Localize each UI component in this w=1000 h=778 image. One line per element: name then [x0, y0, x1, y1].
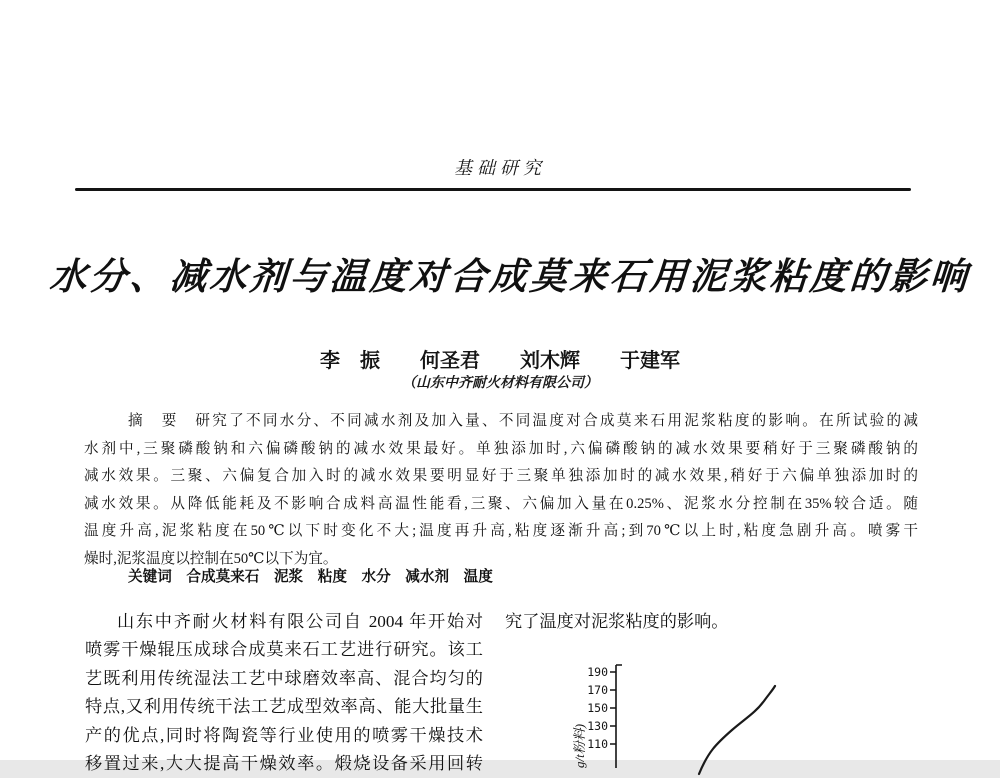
- y-tick-label: 130: [587, 719, 608, 733]
- abstract-line: 温度升高,泥浆粘度在50℃以下时变化不大;温度再升高,粘度逐渐升高;到70℃以上时,粘度急剧升高。喷雾干: [84, 523, 918, 539]
- body-line: 特点,又利用传统干法工艺成型效率高、能大批量生: [85, 697, 483, 717]
- figure-chart: [558, 650, 918, 768]
- y-axis-label: g/t粉料): [572, 723, 587, 768]
- body-line: 移置过来,大大提高干燥效率。煅烧设备采用回转: [85, 753, 483, 773]
- y-tick-label: 170: [587, 683, 608, 697]
- abstract-section: [84, 408, 918, 573]
- curve: [699, 686, 775, 774]
- paper-title: 水分、减水剂与温度对合成莫来石用泥浆粘度的影响: [48, 257, 972, 298]
- body-line: 产的优点,同时将陶瓷等行业使用的喷雾干燥技术: [85, 725, 483, 745]
- body-line: 喷雾干燥辊压成球合成莫来石工艺进行研究。该工: [85, 640, 483, 660]
- body-left-column: [85, 608, 483, 778]
- body-line: 究了温度对泥浆粘度的影响。: [505, 612, 729, 631]
- header-rule: [75, 188, 911, 191]
- body-line: 山东中齐耐火材料有限公司自 2004 年开始对: [117, 612, 483, 631]
- y-tick-label: 150: [587, 701, 608, 715]
- abstract-line: 减水效果。从降低能耗及不影响合成料高温性能看,三聚、六偏加入量在0.25%、泥浆水分控制在35%较合适。随: [84, 495, 918, 512]
- y-tick-label: 110: [587, 737, 608, 751]
- running-head: 基础研究: [454, 158, 546, 178]
- abstract-line: 减水效果。三聚、六偏复合加入时的减水效果要明显好于三聚单独添加时的减水效果,稍好于六偏单独添加时的: [84, 468, 918, 484]
- body-right-column: [505, 608, 917, 636]
- abstract-line: 摘 要 研究了不同水分、不同减水剂及加入量、不同温度对合成莫来石用泥浆粘度的影响。在所试验的减: [128, 413, 918, 429]
- affiliation-line: （山东中齐耐火材料有限公司）: [402, 376, 598, 391]
- abstract-line: 燥时,泥浆温度以控制在50℃以下为宜。: [84, 550, 338, 567]
- authors-line: 李 振 何圣君 刘木辉 于建军: [320, 350, 680, 372]
- keywords-line: 关键词 合成莫来石 泥浆 粘度 水分 减水剂 温度: [128, 569, 493, 585]
- abstract-line: 水剂中,三聚磷酸钠和六偏磷酸钠的减水效果最好。单独添加时,六偏磷酸钠的减水效果要稍好于三聚磷酸钠的: [84, 440, 918, 457]
- chart-svg: [558, 650, 918, 768]
- y-tick-label: 190: [587, 665, 608, 679]
- body-line: 艺既利用传统湿法工艺中球磨效率高、混合均匀的: [85, 668, 483, 688]
- y-axis: [610, 665, 622, 768]
